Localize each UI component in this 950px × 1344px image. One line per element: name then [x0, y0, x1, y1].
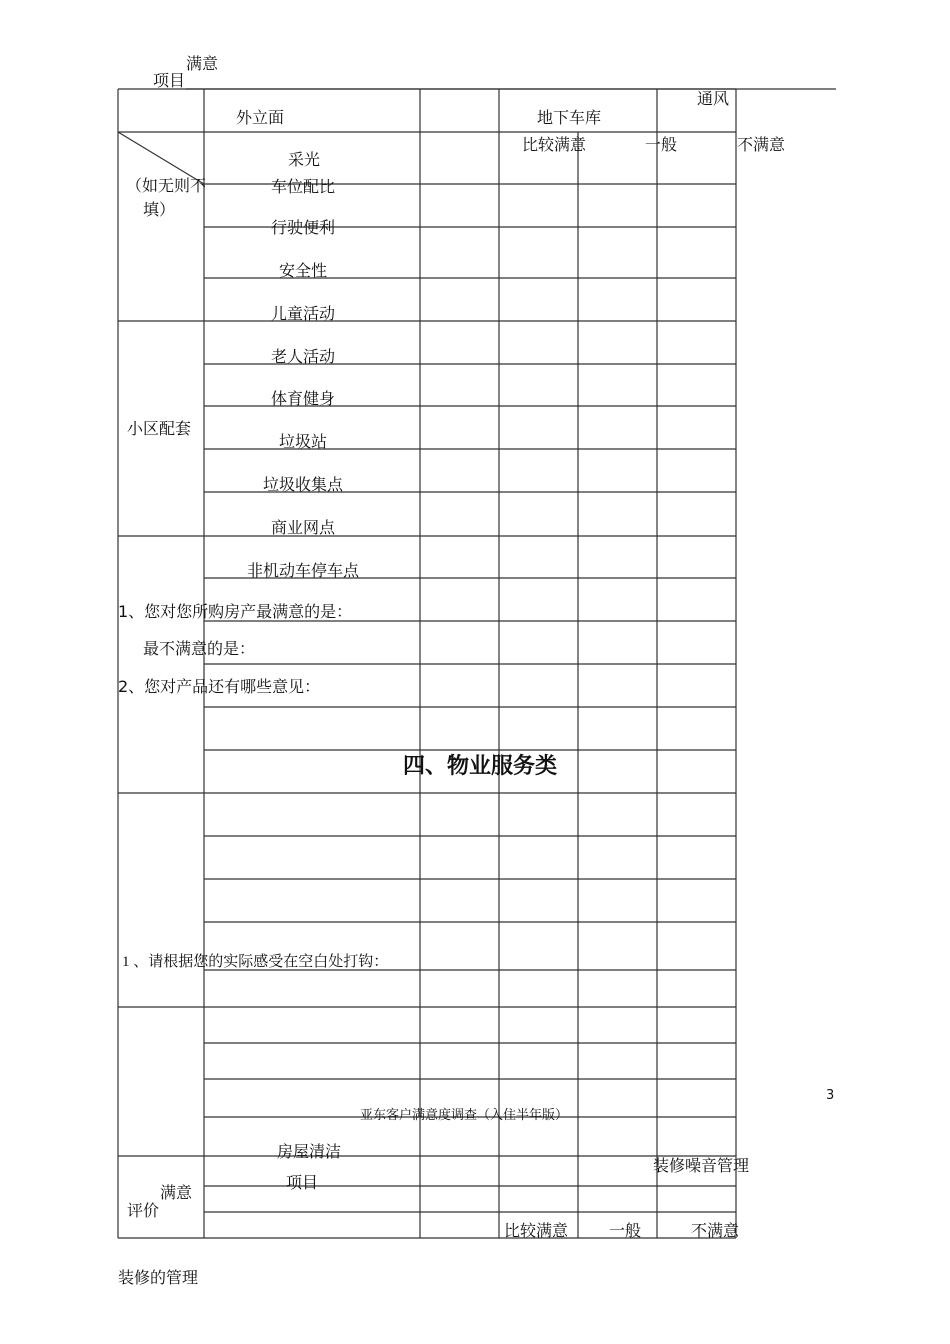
- row-house-cleaning: 房屋清洁: [277, 1142, 342, 1161]
- group-community-facilities: 小区配套: [127, 419, 192, 438]
- row-renovation-noise: 装修噪音管理: [653, 1156, 750, 1175]
- survey-title: 亚东客户满意度调查（入住半年版）: [360, 1108, 569, 1123]
- bottom-evaluation: 评价: [127, 1201, 160, 1220]
- section-title: 四、物业服务类: [403, 754, 558, 779]
- row-sports-fitness: 体育健身: [271, 389, 336, 408]
- header-satisfaction: 满意: [186, 54, 219, 73]
- row-commercial-outlets: 商业网点: [271, 518, 336, 537]
- question-2: 2、您对产品还有哪些意见：: [118, 677, 321, 696]
- question-1: 1、您对您所购房产最满意的是：: [118, 602, 353, 621]
- column-average: 一般: [645, 135, 678, 154]
- renovation-management: 装修的管理: [118, 1268, 199, 1287]
- row-safety: 安全性: [279, 261, 328, 280]
- bottom-unsatisfied: 不满意: [691, 1221, 740, 1240]
- row-parking-ratio: 车位配比: [271, 177, 336, 196]
- page-number: 3: [826, 1088, 835, 1103]
- row-children-activity: 儿童活动: [271, 304, 336, 323]
- row-garbage-point: 垃圾收集点: [263, 475, 344, 494]
- section-instruction: 1 、请根据您的实际感受在空白处打钩：: [122, 954, 389, 970]
- bottom-item: 项目: [286, 1173, 319, 1192]
- bottom-average: 一般: [609, 1221, 642, 1240]
- column-unsatisfied: 不满意: [737, 135, 786, 154]
- note-line-1: （如无则不: [126, 176, 207, 195]
- row-lighting: 采光: [288, 150, 321, 169]
- row-bike-parking: 非机动车停车点: [247, 561, 360, 580]
- column-fairly-satisfied: 比较满意: [522, 135, 587, 154]
- row-elderly-activity: 老人活动: [271, 347, 336, 366]
- row-garbage-station: 垃圾站: [279, 432, 328, 451]
- note-line-2: 填）: [143, 200, 176, 219]
- column-ventilation: 通风: [697, 89, 730, 108]
- row-driving-convenience: 行驶便利: [271, 218, 336, 237]
- question-1b: 最不满意的是：: [143, 639, 256, 658]
- bottom-fairly-satisfied: 比较满意: [504, 1221, 569, 1240]
- column-garage: 地下车库: [537, 108, 602, 127]
- bottom-satisfaction: 满意: [160, 1183, 193, 1202]
- header-item: 项目: [153, 71, 186, 90]
- column-exterior: 外立面: [236, 108, 285, 127]
